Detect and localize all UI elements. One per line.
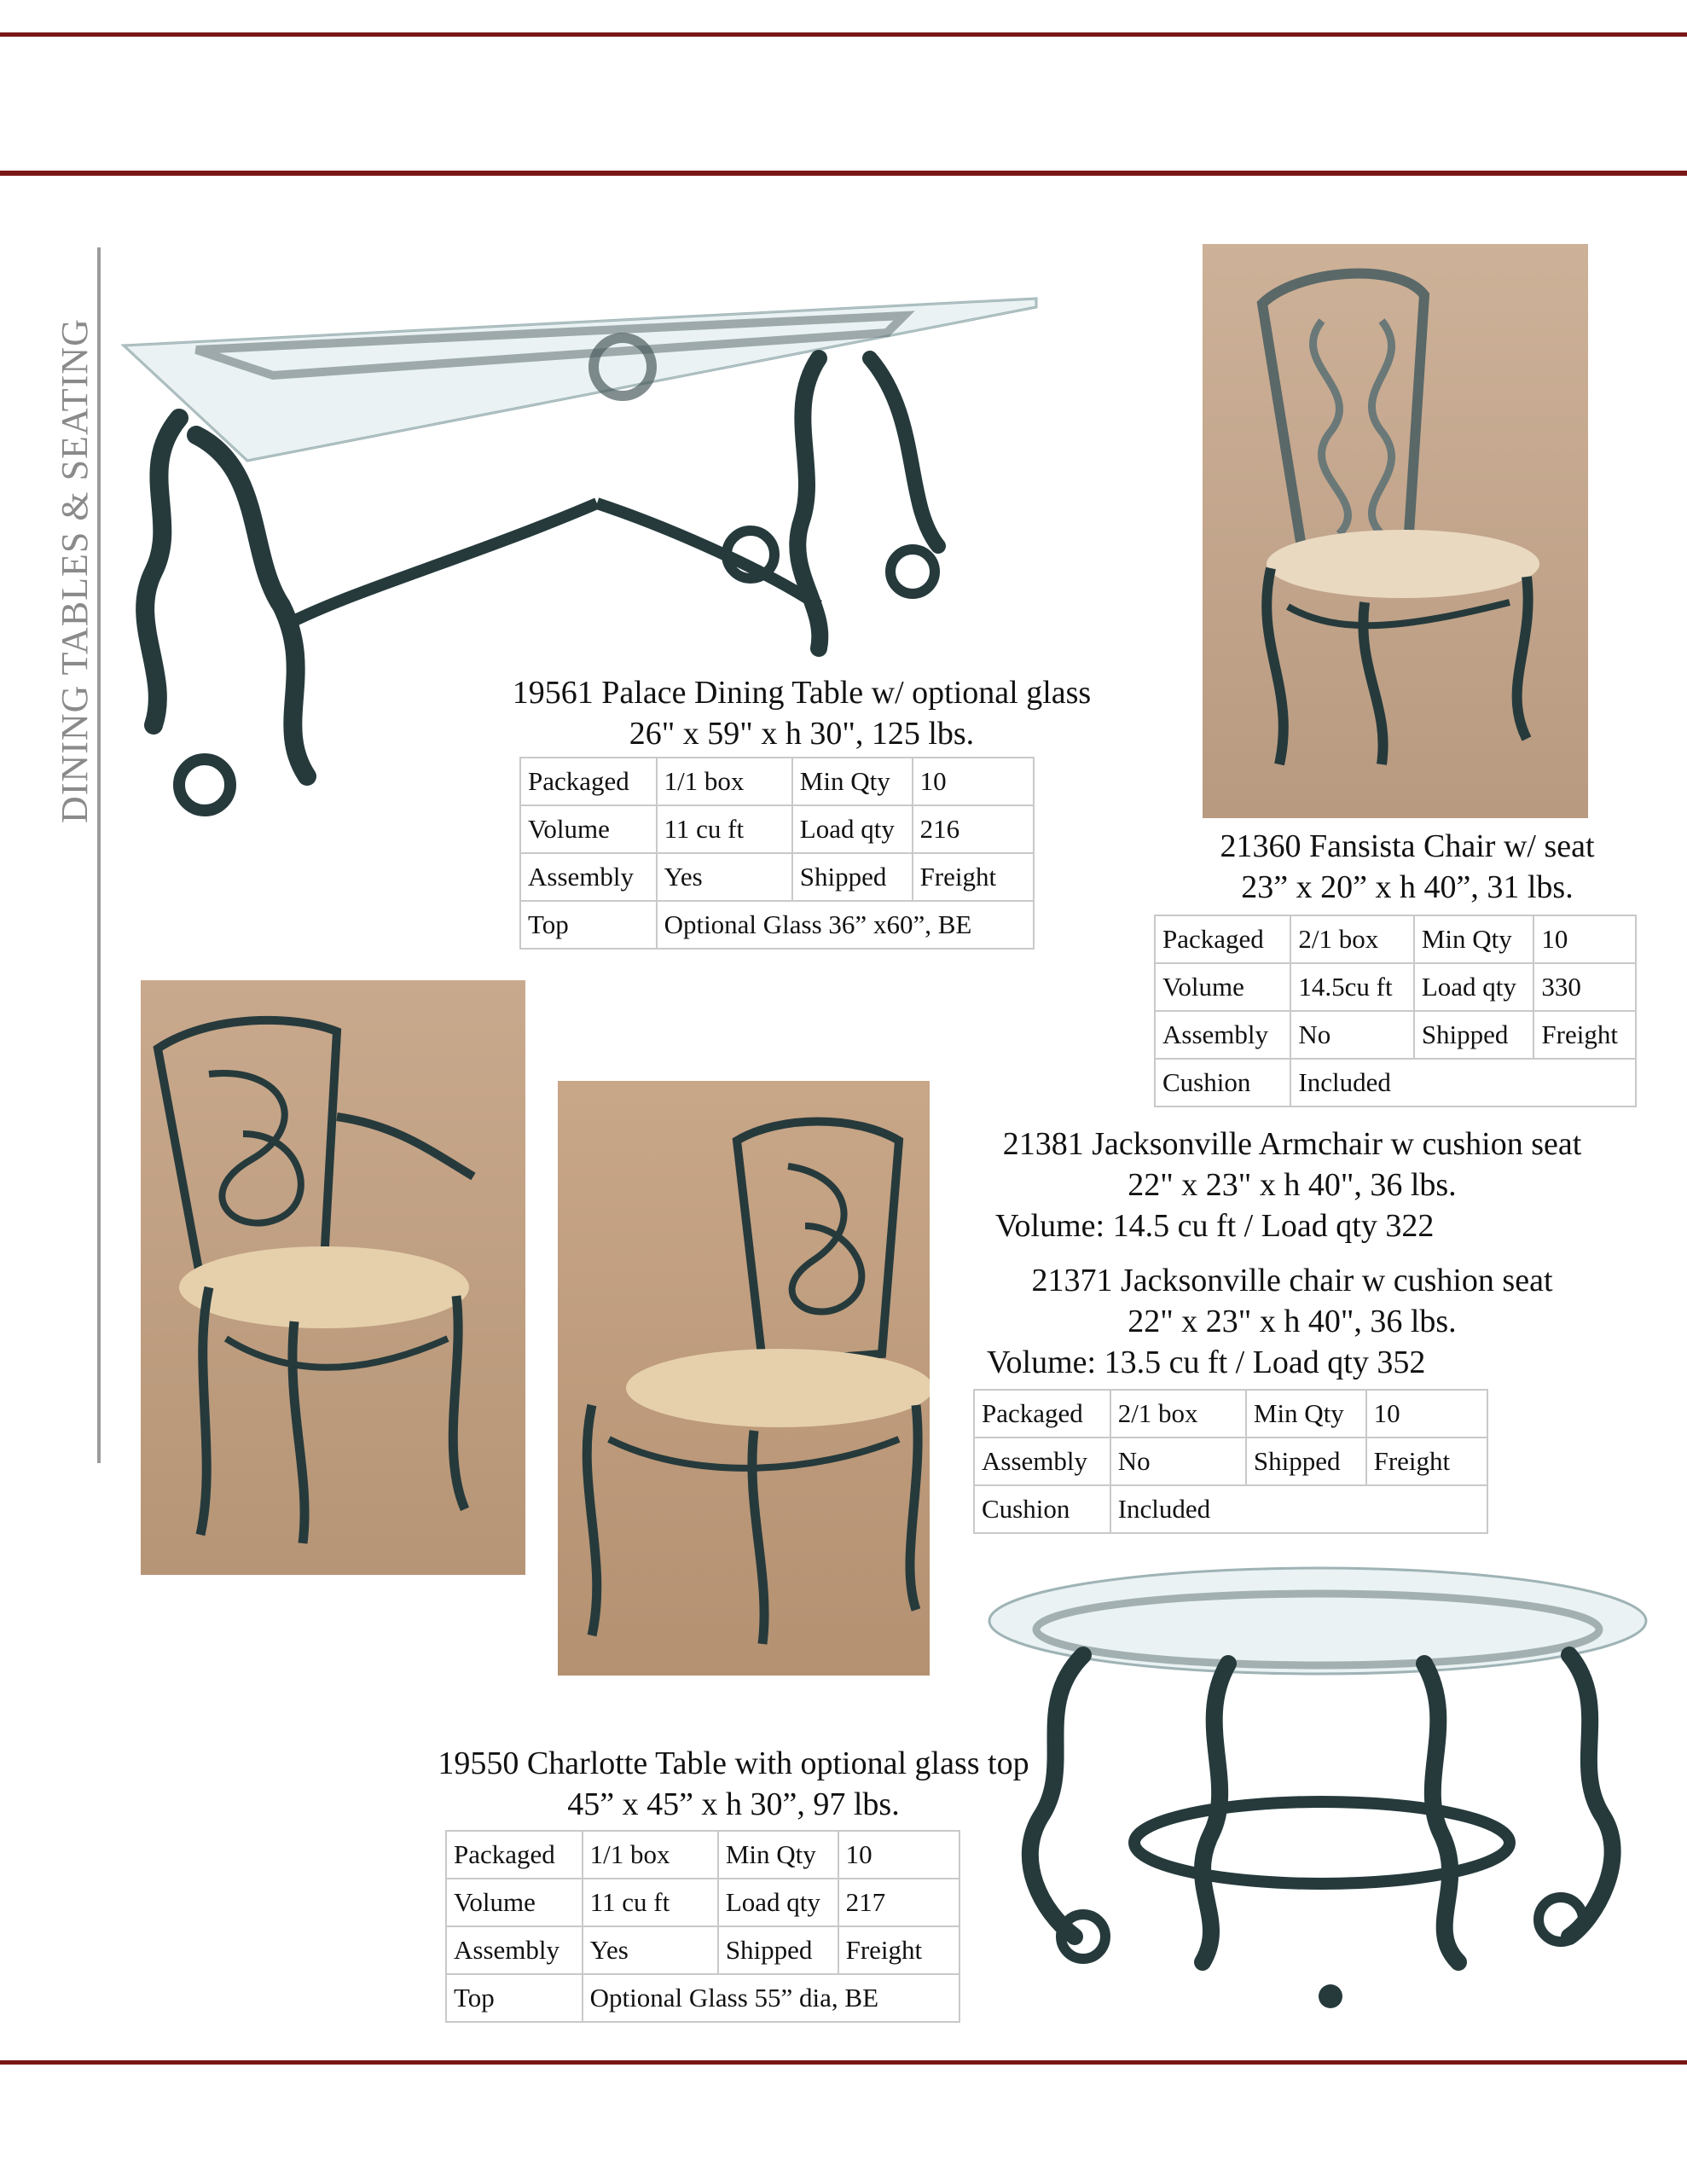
jacksonville-chair-title: 21371 Jacksonville chair w cushion seat bbox=[1031, 1263, 1553, 1298]
spec-value: 2/1 box bbox=[1110, 1390, 1246, 1438]
top-rule bbox=[0, 32, 1687, 37]
palace-dims: 26" x 59" x h 30", 125 lbs. bbox=[629, 716, 975, 752]
charlotte-caption bbox=[367, 1743, 1100, 1825]
charlotte-spec-table bbox=[445, 1830, 960, 2023]
spec-value: Freight bbox=[1366, 1438, 1487, 1485]
spec-value: Optional Glass 55” dia, BE bbox=[583, 1974, 959, 2022]
table-row bbox=[520, 805, 1034, 853]
spec-value: Included bbox=[1110, 1485, 1487, 1533]
spec-label: Packaged bbox=[1155, 915, 1290, 963]
jacksonville-armchair-volume: Volume: 14.5 cu ft / Load qty 322 bbox=[995, 1208, 1435, 1244]
spec-label: Load qty bbox=[718, 1879, 838, 1926]
spec-value: 10 bbox=[1366, 1390, 1487, 1438]
spec-value: 1/1 box bbox=[583, 1831, 718, 1879]
spec-label: Packaged bbox=[520, 758, 657, 805]
spec-value: 216 bbox=[913, 805, 1034, 853]
section-divider bbox=[97, 247, 101, 1463]
footer-rule bbox=[0, 2060, 1687, 2065]
header-rule bbox=[0, 171, 1687, 176]
spec-value: Freight bbox=[1533, 1011, 1636, 1059]
charlotte-title: 19550 Charlotte Table with optional glass top bbox=[438, 1745, 1029, 1781]
spec-value: 330 bbox=[1533, 963, 1636, 1011]
spec-label: Assembly bbox=[520, 853, 657, 901]
spec-label: Packaged bbox=[974, 1390, 1110, 1438]
table-row bbox=[974, 1390, 1487, 1438]
section-label: DINING TABLES & SEATING bbox=[54, 318, 96, 823]
jacksonville-armchair-title: 21381 Jacksonville Armchair w cushion seat bbox=[1002, 1126, 1582, 1162]
spec-label: Volume bbox=[1155, 963, 1290, 1011]
spec-value: Optional Glass 36” x60”, BE bbox=[657, 901, 1034, 949]
jacksonville-chair-photo bbox=[558, 1081, 930, 1676]
spec-value: 217 bbox=[838, 1879, 959, 1926]
spec-value: No bbox=[1290, 1011, 1413, 1059]
charlotte-dims: 45” x 45” x h 30”, 97 lbs. bbox=[567, 1786, 900, 1822]
spec-label: Min Qty bbox=[1246, 1390, 1366, 1438]
spec-value: Included bbox=[1290, 1059, 1636, 1107]
jacksonville-chair-volume: Volume: 13.5 cu ft / Load qty 352 bbox=[987, 1345, 1426, 1380]
spec-value: Yes bbox=[583, 1926, 718, 1974]
table-row bbox=[1155, 915, 1636, 963]
spec-label: Cushion bbox=[974, 1485, 1110, 1533]
spec-value: 11 cu ft bbox=[657, 805, 792, 853]
spec-value: 2/1 box bbox=[1290, 915, 1413, 963]
table-row bbox=[1155, 963, 1636, 1011]
spec-value: Freight bbox=[913, 853, 1034, 901]
spec-label: Load qty bbox=[1414, 963, 1534, 1011]
palace-spec-table bbox=[519, 757, 1035, 950]
jacksonville-armchair-dims: 22" x 23" x h 40", 36 lbs. bbox=[1128, 1167, 1457, 1203]
spec-label: Assembly bbox=[974, 1438, 1110, 1485]
table-row bbox=[1155, 1011, 1636, 1059]
spec-value: 10 bbox=[1533, 915, 1636, 963]
fansista-chair-photo bbox=[1203, 244, 1588, 818]
table-row bbox=[974, 1485, 1487, 1533]
spec-value: Yes bbox=[657, 853, 792, 901]
spec-label: Min Qty bbox=[1414, 915, 1534, 963]
spec-value: Freight bbox=[838, 1926, 959, 1974]
spec-value: 14.5cu ft bbox=[1290, 963, 1413, 1011]
jacksonville-chair-caption bbox=[968, 1260, 1616, 1342]
table-row bbox=[446, 1926, 959, 1974]
spec-label: Shipped bbox=[1414, 1011, 1534, 1059]
spec-label: Shipped bbox=[792, 853, 913, 901]
spec-label: Top bbox=[446, 1974, 583, 2022]
table-row bbox=[446, 1831, 959, 1879]
spec-label: Volume bbox=[446, 1879, 583, 1926]
spec-label: Min Qty bbox=[792, 758, 913, 805]
spec-label: Shipped bbox=[718, 1926, 838, 1974]
table-row bbox=[446, 1974, 959, 2022]
fansista-title: 21360 Fansista Chair w/ seat bbox=[1220, 828, 1595, 864]
table-row bbox=[446, 1879, 959, 1926]
palace-title: 19561 Palace Dining Table w/ optional glass bbox=[512, 675, 1092, 711]
spec-label: Assembly bbox=[446, 1926, 583, 1974]
table-row bbox=[1155, 1059, 1636, 1107]
fansista-dims: 23” x 20” x h 40”, 31 lbs. bbox=[1241, 869, 1574, 905]
spec-value: 1/1 box bbox=[657, 758, 792, 805]
table-row bbox=[520, 758, 1034, 805]
jacksonville-chair-dims: 22" x 23" x h 40", 36 lbs. bbox=[1128, 1304, 1457, 1339]
spec-label: Shipped bbox=[1246, 1438, 1366, 1485]
jacksonville-spec-table bbox=[973, 1389, 1488, 1534]
table-row bbox=[520, 901, 1034, 949]
fansista-spec-table bbox=[1154, 915, 1637, 1107]
spec-value: 11 cu ft bbox=[583, 1879, 718, 1926]
spec-value: No bbox=[1110, 1438, 1246, 1485]
spec-label: Min Qty bbox=[718, 1831, 838, 1879]
table-row bbox=[520, 853, 1034, 901]
spec-value: 10 bbox=[838, 1831, 959, 1879]
jacksonville-armchair-caption bbox=[968, 1124, 1616, 1205]
palace-caption bbox=[469, 672, 1134, 754]
spec-label: Cushion bbox=[1155, 1059, 1290, 1107]
fansista-caption bbox=[1156, 826, 1659, 908]
spec-label: Load qty bbox=[792, 805, 913, 853]
jacksonville-armchair-photo bbox=[141, 980, 525, 1575]
spec-label: Assembly bbox=[1155, 1011, 1290, 1059]
spec-label: Volume bbox=[520, 805, 657, 853]
spec-label: Packaged bbox=[446, 1831, 583, 1879]
spec-label: Top bbox=[520, 901, 657, 949]
spec-value: 10 bbox=[913, 758, 1034, 805]
table-row bbox=[974, 1438, 1487, 1485]
